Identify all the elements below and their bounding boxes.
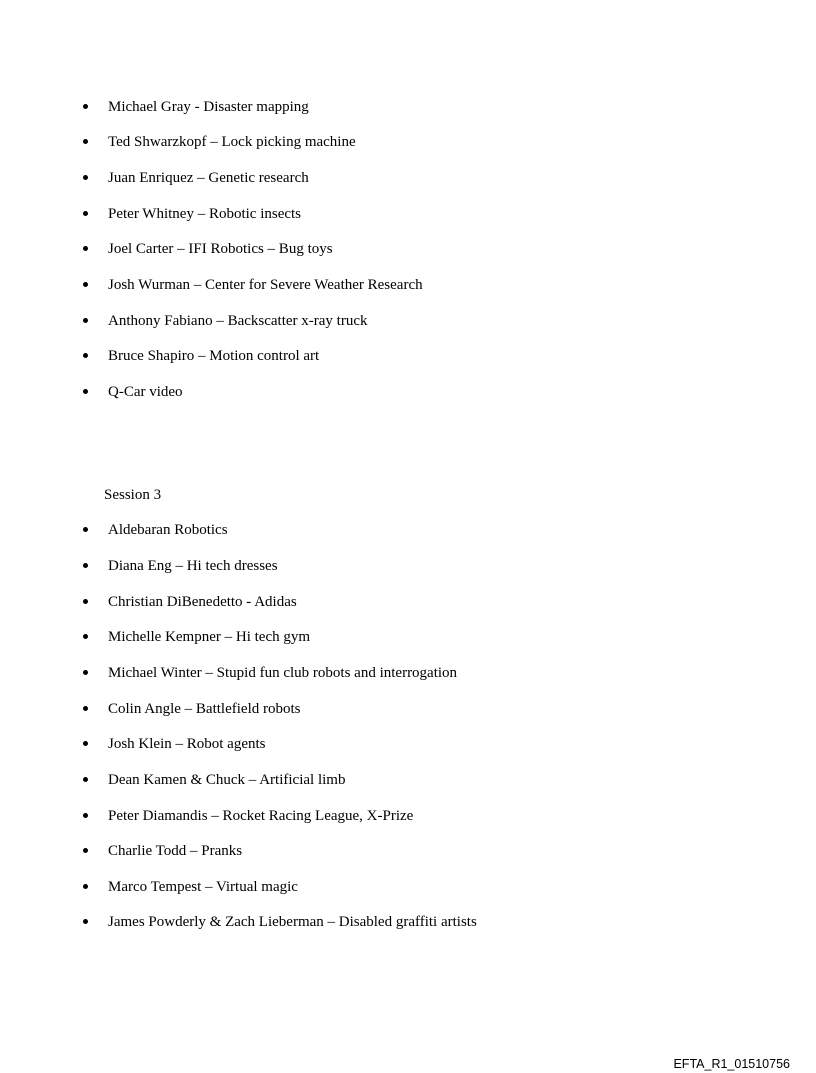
list-item-text: Peter Diamandis – Rocket Racing League, X-Prize xyxy=(108,808,414,824)
bullet-icon xyxy=(83,777,88,782)
document-id: EFTA_R1_01510756 xyxy=(673,1057,790,1071)
list-item-text: Peter Whitney – Robotic insects xyxy=(108,206,302,222)
session-3-heading: Session 3 xyxy=(104,487,162,503)
bullet-icon xyxy=(83,353,88,358)
bullet-icon xyxy=(83,634,88,639)
list-item-text: James Powderly & Zach Lieberman – Disabled graffiti artists xyxy=(108,914,477,930)
bullet-icon xyxy=(83,211,88,216)
list-item-text: Josh Klein – Robot agents xyxy=(108,736,266,752)
bullet-icon xyxy=(83,282,88,287)
bullet-icon xyxy=(83,848,88,853)
bullet-icon xyxy=(83,389,88,394)
list-item-text: Ted Shwarzkopf – Lock picking machine xyxy=(108,134,356,150)
list-item-text: Michelle Kempner – Hi tech gym xyxy=(108,629,311,645)
bullet-icon xyxy=(83,139,88,144)
bullet-icon xyxy=(83,919,88,924)
bullet-icon xyxy=(83,318,88,323)
list-item-text: Joel Carter – IFI Robotics – Bug toys xyxy=(108,241,333,257)
list-item-text: Q-Car video xyxy=(108,384,183,400)
bullet-icon xyxy=(83,527,88,532)
bullet-icon xyxy=(83,246,88,251)
list-item-text: Colin Angle – Battlefield robots xyxy=(108,701,301,717)
bullet-icon xyxy=(83,563,88,568)
list-item-text: Juan Enriquez – Genetic research xyxy=(108,170,309,186)
bullet-icon xyxy=(83,599,88,604)
bullet-icon xyxy=(83,175,88,180)
list-item-text: Michael Winter – Stupid fun club robots and interrogation xyxy=(108,665,458,681)
bullet-icon xyxy=(83,104,88,109)
bullet-icon xyxy=(83,706,88,711)
list-item-text: Michael Gray - Disaster mapping xyxy=(108,99,309,115)
list-item-text: Christian DiBenedetto - Adidas xyxy=(108,594,297,610)
list-item-text: Charlie Todd – Pranks xyxy=(108,843,243,859)
bullet-icon xyxy=(83,884,88,889)
list-item-text: Marco Tempest – Virtual magic xyxy=(108,879,298,895)
bullet-icon xyxy=(83,670,88,675)
bullet-icon xyxy=(83,813,88,818)
bullet-icon xyxy=(83,741,88,746)
list-item-text: Aldebaran Robotics xyxy=(108,522,228,538)
list-item-text: Diana Eng – Hi tech dresses xyxy=(108,558,278,574)
list-item-text: Bruce Shapiro – Motion control art xyxy=(108,348,320,364)
list-item-text: Dean Kamen & Chuck – Artificial limb xyxy=(108,772,346,788)
list-item-text: Josh Wurman – Center for Severe Weather Research xyxy=(108,277,423,293)
list-item-text: Anthony Fabiano – Backscatter x-ray truck xyxy=(108,313,368,329)
